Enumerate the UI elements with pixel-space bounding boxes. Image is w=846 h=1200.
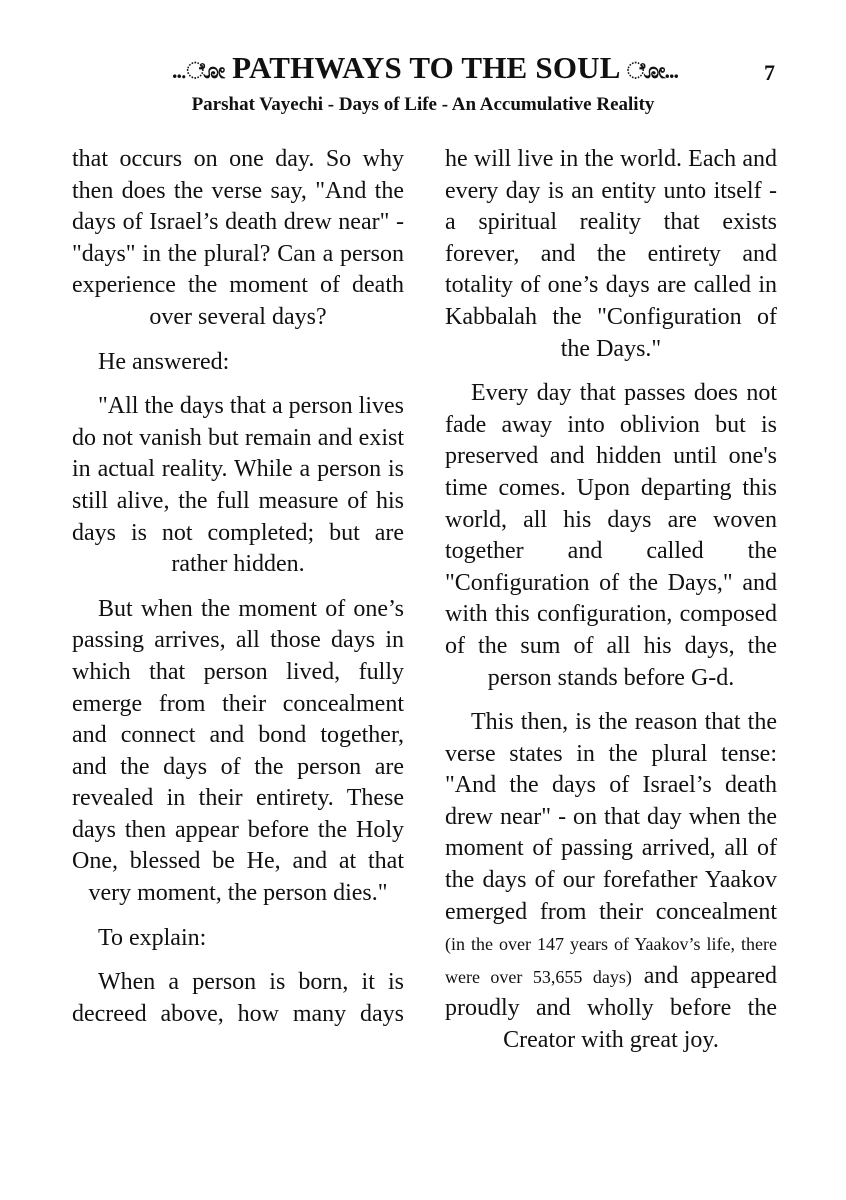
ornament-left-icon: ...ೋ bbox=[172, 58, 225, 83]
paragraph: To explain: bbox=[98, 924, 207, 951]
ornament-right-icon: ೋ... bbox=[626, 58, 678, 83]
book-title bbox=[132, 50, 718, 86]
paragraph: "All the days that a person lives do not vanish but remain and exist in actual reality. While a person is still alive, the full measure of his days is not completed; but are rather hidden. bbox=[72, 393, 404, 578]
paragraph bbox=[445, 707, 777, 1057]
paragraph: When a person is born, it is decreed above, how many days bbox=[72, 969, 404, 1027]
paragraph: that occurs on one day. So why then does the verse say, "And the days of Israel’s death drew near" - "days" in the plural? Can a person experience the moment of death over several days? bbox=[72, 146, 404, 330]
paragraph: But when the moment of one’s passing arrives, all those days in which that person lived, fully emerge from their concealment and connect and bond together, and the days of the person are revealed in their entirety. These days then appear before the Holy One, blessed be He, and at that very moment, the person dies." bbox=[72, 595, 404, 907]
paragraph-text: This then, is the reason that the verse states in the plural tense: "And the days of Israel’s death drew near" - on that day when the moment of passing arrived, all of the days of our forefather Yaakov emerged from their concealment bbox=[445, 709, 777, 925]
paragraph-text: and appeared proudly and wholly before the Creator with great joy. bbox=[445, 962, 777, 1054]
left-column bbox=[72, 144, 404, 1030]
footnote-aside: (in the over 147 years of Yaakov’s life, there were over 53,655 days) bbox=[445, 934, 777, 987]
chapter-subtitle: Parshat Vayechi - Days of Life - An Accumulative Reality bbox=[191, 94, 655, 115]
right-column bbox=[445, 144, 777, 1070]
paragraph: He answered: bbox=[98, 348, 230, 375]
paragraph: Every day that passes does not fade away into oblivion but is preserved and hidden until one's time comes. Upon departing this world, all his days are woven together and called the "Configuration of the Days," and with this configuration, composed of the sum of all his days, the person stands before G-d. bbox=[445, 380, 777, 691]
paragraph: he will live in the world. Each and every day is an entity unto itself - a spiritual reality that exists forever, and the entirety and totality of one’s days are called in Kabbalah the "Configuration of the Days." bbox=[445, 146, 777, 362]
page-number: 7 bbox=[764, 60, 775, 85]
book-title-text: PATHWAYS TO THE SOUL bbox=[232, 50, 619, 85]
